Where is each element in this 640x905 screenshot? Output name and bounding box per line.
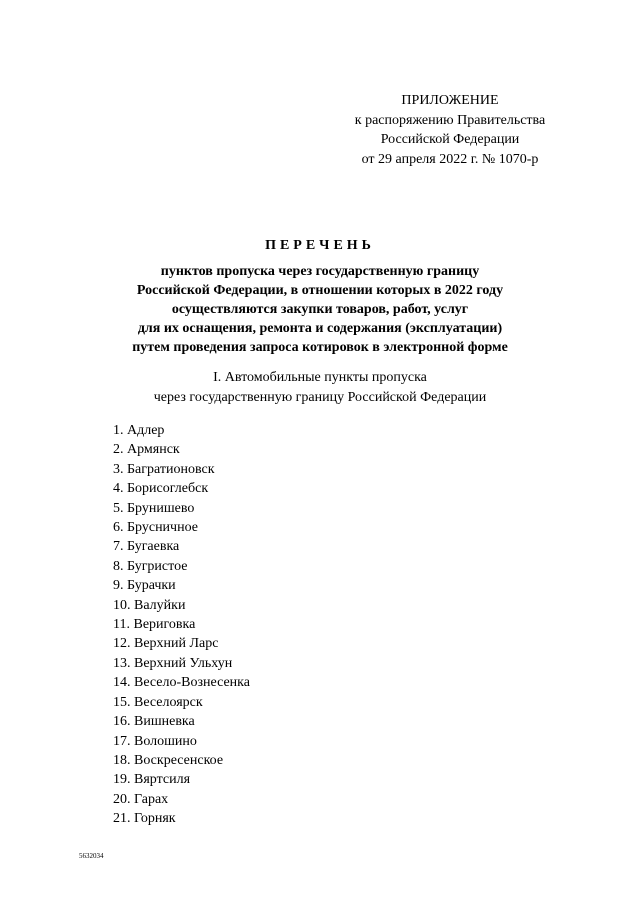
list-item: 14. Весело-Вознесенка	[113, 675, 250, 691]
list-item: 19. Вяртсиля	[113, 772, 191, 788]
document-id: 5632034	[79, 852, 104, 860]
list-item: 21. Горняк	[113, 811, 176, 827]
list-item: 4. Борисоглебск	[113, 481, 209, 497]
subtitle-line: путем проведения запроса котировок в электронной форме	[132, 340, 508, 355]
list-item: 16. Вишневка	[113, 714, 195, 730]
list-item: 7. Бугаевка	[113, 539, 180, 555]
list-item: 5. Брунишево	[113, 500, 195, 516]
appendix-line-date-number: от 29 апреля 2022 г. № 1070-р	[361, 151, 539, 167]
section-heading	[0, 368, 640, 407]
list-item: 6. Брусничное	[113, 520, 198, 536]
appendix-line-order: к распоряжению Правительства	[354, 112, 546, 128]
subtitle-line: пунктов пропуска через государственную границу	[160, 264, 480, 279]
document-title: ПЕРЕЧЕНЬ	[265, 238, 375, 253]
list-item: 10. Валуйки	[113, 597, 186, 613]
appendix-line-government: Российской Федерации	[380, 132, 520, 147]
list-item: 17. Волошино	[113, 733, 197, 749]
list-item: 20. Гарах	[113, 791, 169, 807]
list-item: 3. Багратионовск	[113, 461, 215, 477]
document-subtitle	[0, 262, 640, 357]
appendix-label: ПРИЛОЖЕНИЕ	[401, 93, 499, 108]
list-item: 8. Бугристое	[113, 558, 188, 574]
list-item: 15. Веселоярск	[113, 694, 203, 710]
section-heading-line: I. Автомобильные пункты пропуска	[213, 370, 427, 385]
list-item: 1. Адлер	[113, 423, 165, 438]
checkpoint-list	[113, 421, 250, 829]
list-item: 18. Воскресенское	[113, 752, 224, 768]
subtitle-line: Российской Федерации, в отношении которых в 2022 году	[136, 283, 504, 298]
list-item: 13. Верхний Ульхун	[113, 655, 233, 671]
section-heading-line: через государственную границу Российской Федерации	[153, 389, 487, 405]
list-item: 11. Вериговка	[113, 617, 196, 633]
list-item: 2. Армянск	[113, 442, 180, 458]
subtitle-line: осуществляются закупки товаров, работ, услуг	[171, 302, 469, 317]
list-item: 12. Верхний Ларс	[113, 636, 219, 652]
subtitle-line: для их оснащения, ремонта и содержания (эксплуатации)	[137, 321, 503, 336]
list-item: 9. Бурачки	[113, 578, 176, 594]
appendix-header	[330, 91, 570, 169]
